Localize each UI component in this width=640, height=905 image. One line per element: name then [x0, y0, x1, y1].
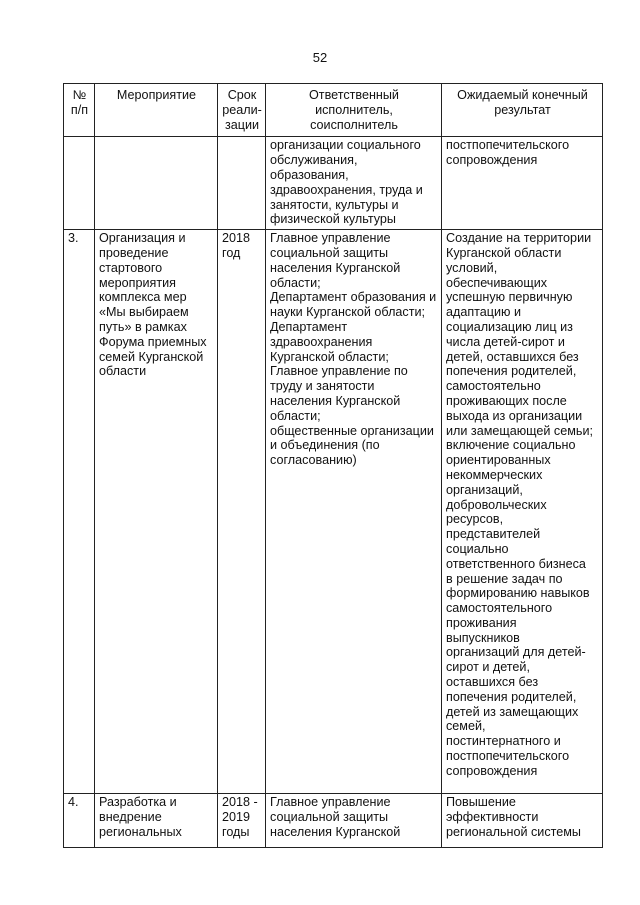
cell-event: Организация и проведение стартового мероприятия комплекса мер «Мы выбираем путь» в рамках Форума приемных семей Курганской области: [95, 230, 218, 794]
cell-result: постпопечительского сопровождения: [442, 137, 603, 230]
table-row: [64, 230, 603, 794]
header-responsible: Ответственный исполнитель, соисполнитель: [266, 84, 442, 137]
header-event: Мероприятие: [95, 84, 218, 137]
header-num: № п/п: [64, 84, 95, 137]
cell-num: 4.: [64, 794, 95, 848]
header-term: Срок реали- зации: [218, 84, 266, 137]
table-row: [64, 137, 603, 230]
cell-term: [218, 137, 266, 230]
action-plan-table: [63, 83, 603, 848]
table-header-row: [64, 84, 603, 137]
cell-event: Разработка и внедрение региональных: [95, 794, 218, 848]
cell-result: Повышение эффективности региональной системы: [442, 794, 603, 848]
table-row: [64, 794, 603, 848]
cell-term: 2018 год: [218, 230, 266, 794]
cell-num: 3.: [64, 230, 95, 794]
cell-term: 2018 - 2019 годы: [218, 794, 266, 848]
header-result: Ожидаемый конечный результат: [442, 84, 603, 137]
cell-event: [95, 137, 218, 230]
cell-result: Создание на территории Курганской области условий, обеспечивающих успешную первичную адаптацию и социализацию лиц из числа детей-сирот и детей, оставшихся без попечения родителей, самостоятельно проживающих после выхода из организации или замещающей семьи; включение социально ориентированных некоммерческих организаций, добровольческих ресурсов, представителей социально ответственного бизнеса в решение задач по формированию навыков самостоятельного проживания выпускников организаций для детей- сирот и детей, оставшихся без попечения родителей, детей из замещающих семей, постинтернатного и постпопечительского сопровождения: [442, 230, 603, 794]
page-number: 52: [312, 50, 328, 65]
cell-responsible: Главное управление социальной защиты населения Курганской: [266, 794, 442, 848]
cell-responsible: Главное управление социальной защиты населения Курганской области; Департамент образования и науки Курганской области; Департамент здравоохранения Курганской области; Главное управление по труду и занятости населения Курганской области; общественные организации и объединения (по согласованию): [266, 230, 442, 794]
cell-num: [64, 137, 95, 230]
cell-responsible: организации социального обслуживания, образования, здравоохранения, труда и занятости, культуры и физической культуры: [266, 137, 442, 230]
